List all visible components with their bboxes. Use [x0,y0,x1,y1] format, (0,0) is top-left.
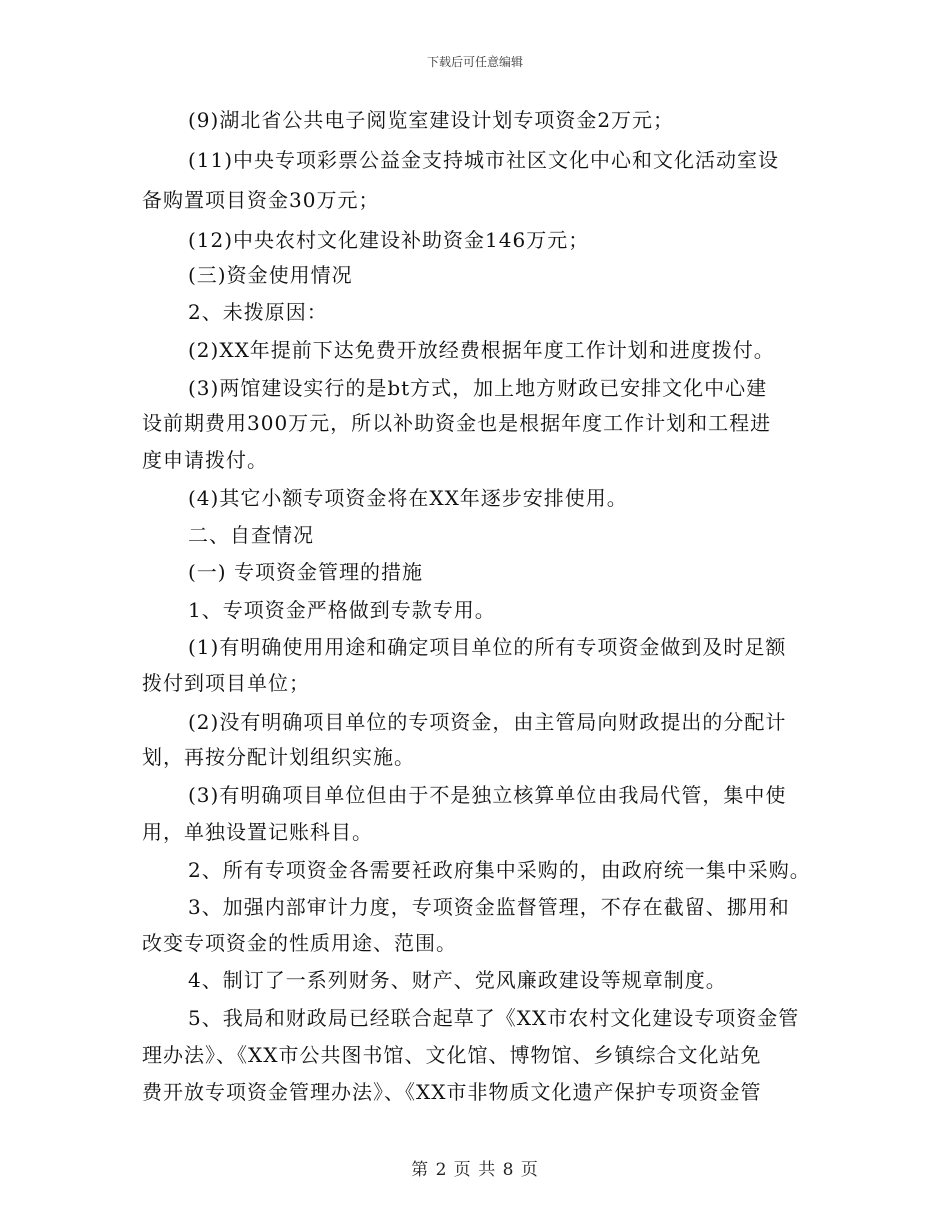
text-line: 理办法》、《XX市公共图书馆、文化馆、博物馆、乡镇综合文化站免 [142,1043,762,1067]
text-line: 拨付到项目单位； [142,671,310,695]
text-line: (3)两馆建设实行的是bt方式，加上地方财政已安排文化中心建 [188,376,768,400]
text-line: 3、加强内部审计力度，专项资金监督管理，不存在截留、挪用和 [188,895,790,919]
text-line: 度申请拨付。 [142,448,268,472]
text-line: (2)没有明确项目单位的专项资金，由主管局向财政提出的分配计 [188,710,787,734]
text-line: (三)资金使用情况 [188,263,353,287]
text-line: 2、未拨原因： [188,300,328,324]
text-line: (11)中央专项彩票公益金支持城市社区文化中心和文化活动室设 [188,148,780,172]
text-line: (2)XX年提前下达免费开放经费根据年度工作计划和进度拨付。 [188,338,775,362]
text-line: (4)其它小额专项资金将在XX年逐步安排使用。 [188,486,628,510]
page-number: 第 2 页 共 8 页 [411,1160,539,1180]
text-line: 划，再按分配计划组织实施。 [142,745,415,769]
text-line: 2、所有专项资金各需要衽政府集中采购的，由政府统一集中采购。 [188,858,811,882]
text-line: 用，单独设置记账科目。 [142,820,373,844]
text-line: 1、专项资金严格做到专款专用。 [188,598,496,622]
text-line: 4、制订了一系列财务、财产、党风廉政建设等规章制度。 [188,968,727,992]
text-line: 设前期费用300万元，所以补助资金也是根据年度工作计划和工程进 [142,411,772,435]
text-line: (1)有明确使用用途和确定项目单位的所有专项资金做到及时足额 [188,635,787,659]
text-line: 费开放专项资金管理办法》、《XX市非物质文化遗产保护专项资金管 [142,1080,762,1104]
text-line: (9)湖北省公共电子阅览室建设计划专项资金2万元； [188,108,675,132]
subsection-heading: (一) 专项资金管理的措施 [188,560,423,584]
text-line: (3)有明确项目单位但由于不是独立核算单位由我局代管，集中使 [188,783,787,807]
text-line: (12)中央农村文化建设补助资金146万元； [188,228,590,252]
text-line: 改变专项资金的性质用途、范围。 [142,931,457,955]
page-header: 下载后可任意编辑 [426,55,523,69]
section-heading: 二、自查情况 [188,523,314,547]
text-line: 备购置项目资金30万元； [142,188,380,212]
text-line: 5、我局和财政局已经联合起草了《XX市农村文化建设专项资金管 [188,1006,800,1030]
